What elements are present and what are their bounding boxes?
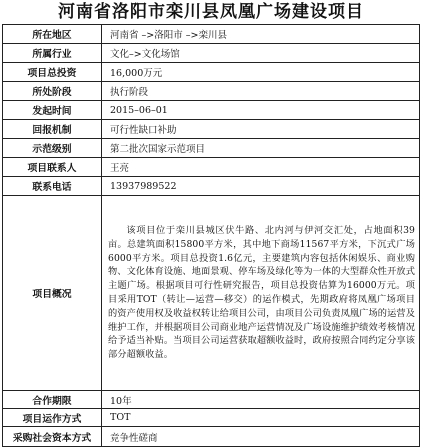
table-row (3, 25, 420, 44)
row-value-industry: 文化–>文化场馆 (102, 44, 420, 63)
row-label-operation-mode: 项目运作方式 (3, 409, 102, 427)
table-row (3, 196, 420, 391)
row-label-start-date: 发起时间 (3, 101, 102, 120)
row-label-stage: 所处阶段 (3, 82, 102, 101)
row-label-term: 合作期限 (3, 391, 102, 409)
table-row (3, 391, 420, 409)
table-row (3, 101, 420, 120)
row-value-contact: 王亮 (102, 158, 420, 177)
table-row (3, 177, 420, 196)
row-label-phone: 联系电话 (3, 177, 102, 196)
row-value-term: 10年 (102, 391, 420, 409)
row-label-region: 所在地区 (3, 25, 102, 44)
table-row (3, 120, 420, 139)
project-info-table (2, 24, 420, 447)
table-row (3, 427, 420, 447)
row-value-return-mechanism: 可行性缺口补助 (102, 120, 420, 139)
row-value-stage: 执行阶段 (102, 82, 420, 101)
row-value-phone: 13937989522 (102, 177, 420, 196)
row-value-demo-level: 第二批次国家示范项目 (102, 139, 420, 158)
row-label-contact: 项目联系人 (3, 158, 102, 177)
row-value-investment: 16,000万元 (102, 63, 420, 82)
row-value-procurement: 竞争性磋商 (102, 427, 420, 447)
row-value-overview: 该项目位于栾川县城区伏牛路、北内河与伊河交汇处，占地面积39亩。总建筑面积15800平方米，其中地下商场11567平方米，下沉式广场6000平方米。项目总投资1.6亿元，主要建筑内容包括休闲娱乐、商业购物、文化体育设施、地面景观、停车场及绿化等为一体的大型群众性开放式主题广场。根据项目可行性研究报告，项目总投资估算为16000万元。项目采用TOT（转让—运营—移交）的运作模式，先期政府将凤凰广场项目的资产使用权及收益权转让给项目公司，由项目公司负责凤凰广场的运营及维护工作，并根据项目公司商业地产运营情况及广场设施维护绩效考核情况给予适当补贴。当项目公司运营获取超额收益时，政府按照合同约定分享该部分超额收益。 (102, 196, 420, 391)
row-label-industry: 所属行业 (3, 44, 102, 63)
table-row (3, 409, 420, 427)
row-label-procurement: 采购社会资本方式 (3, 427, 102, 447)
table-row (3, 158, 420, 177)
row-label-overview: 项目概况 (3, 196, 102, 391)
row-value-start-date: 2015–06–01 (102, 101, 420, 120)
table-row (3, 63, 420, 82)
table-row (3, 139, 420, 158)
table-row (3, 44, 420, 63)
row-label-investment: 项目总投资 (3, 63, 102, 82)
page-title: 河南省洛阳市栾川县凤凰广场建设项目 (58, 2, 364, 22)
row-value-region: 河南省 –>洛阳市 –>栾川县 (102, 25, 420, 44)
row-label-return-mechanism: 回报机制 (3, 120, 102, 139)
row-value-operation-mode: TOT (102, 409, 420, 427)
row-label-demo-level: 示范级别 (3, 139, 102, 158)
table-row (3, 82, 420, 101)
